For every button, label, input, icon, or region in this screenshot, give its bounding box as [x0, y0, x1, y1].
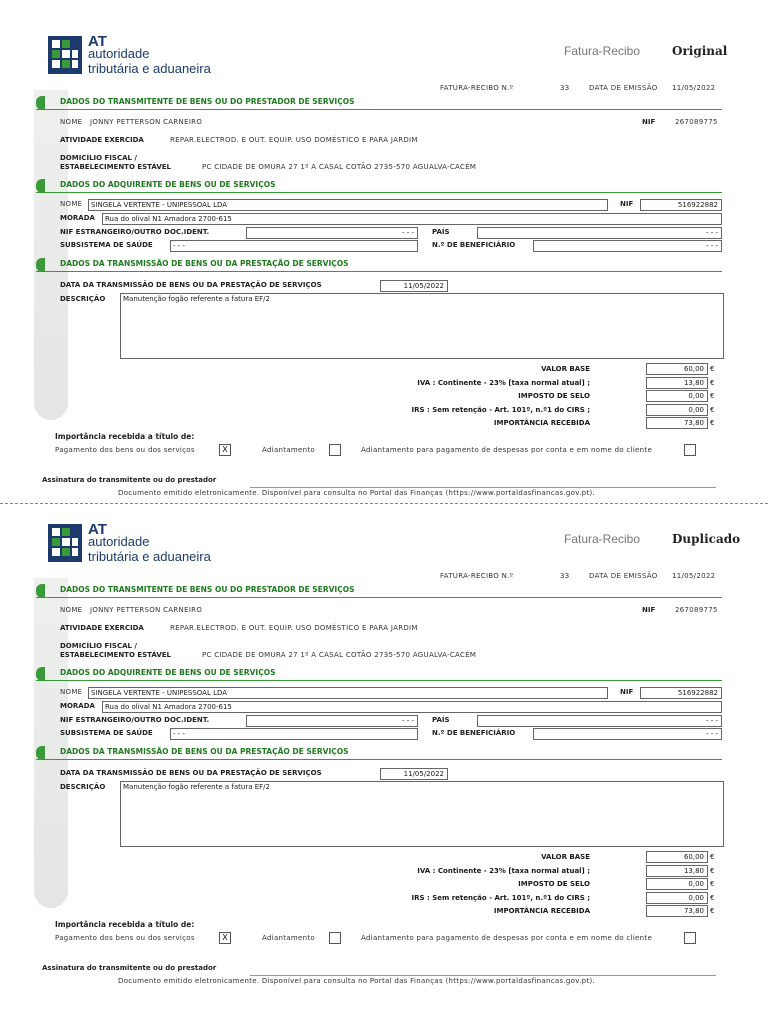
foreign-nif-field: - - - [246, 227, 418, 239]
seller-name: JONNY PETTERSON CARNEIRO [90, 118, 203, 126]
value-label: IMPOSTO DE SELO [518, 392, 590, 400]
received-option-advance-label: Adiantamento [262, 934, 316, 942]
domicile-label-1: DOMICÍLIO FISCAL / [60, 642, 137, 650]
transaction-section-header [36, 258, 722, 272]
currency-symbol: € [710, 379, 715, 387]
value-amount: 13,80 [683, 379, 704, 387]
received-option-advance-checkbox[interactable] [329, 932, 341, 944]
beneficiary-field: - - - [533, 728, 722, 740]
buyer-nif-label: NIF [620, 688, 634, 696]
value-amount: 0,00 [688, 894, 704, 902]
received-option-expenses-label: Adiantamento para pagamento de despesas por conta e em nome do cliente [361, 446, 653, 454]
value-amount: 13,80 [683, 867, 704, 875]
received-option-goods-label: Pagamento dos bens ou dos serviços [55, 446, 195, 454]
footer-note-1: Documento emitido eletronicamente. Disponível para consulta no Portal das Finanças (https://www.portaldasfinancas.gov.pt). [118, 489, 596, 497]
received-option-advance-checkbox[interactable] [329, 444, 341, 456]
received-option-goods-checkbox[interactable]: X [219, 444, 231, 456]
address-label: MORADA [60, 214, 95, 222]
foreign-nif-label: NIF ESTRANGEIRO/OUTRO DOC.IDENT. [60, 716, 210, 724]
country-label: PAÍS [432, 228, 450, 236]
address-field: Rua do olival N1 Amadora 2700-615 [102, 701, 722, 713]
logo-line-1: autoridade [88, 46, 150, 61]
description-field: Manutenção fogão referente a fatura EF/2 [120, 781, 724, 847]
health-label: SUBSISTEMA DE SAÚDE [60, 241, 153, 249]
seller-nif: 267089775 [675, 606, 718, 614]
currency-symbol: € [710, 365, 715, 373]
received-option-goods-label: Pagamento dos bens ou dos serviços [55, 934, 195, 942]
signature-label: Assinatura do transmitente ou do prestador [42, 964, 217, 972]
logo-at: AT [88, 33, 107, 50]
description-field: Manutenção fogão referente a fatura EF/2 [120, 293, 724, 359]
logo-line-2: tributária e aduaneira [88, 61, 211, 76]
value-amount: 73,80 [683, 419, 704, 427]
received-option-goods-checkbox[interactable]: X [219, 932, 231, 944]
country-field: - - - [477, 227, 722, 239]
transaction-date-label: DATA DA TRANSMISSÃO DE BENS OU DA PRESTAÇÃO DE SERVIÇOS [60, 281, 322, 289]
buyer-section-title: DADOS DO ADQUIRENTE DE BENS OU DE SERVIÇOS [60, 180, 276, 189]
value-amount: 0,00 [688, 880, 704, 888]
buyer-section-header [36, 667, 722, 681]
seller-name-label: NOME [60, 606, 83, 614]
currency-symbol: € [710, 907, 715, 915]
domicile-label-2: ESTABELECIMENTO ESTÁVEL [60, 163, 171, 171]
value-amount: 60,00 [683, 853, 704, 861]
copy-label: Duplicado [672, 532, 741, 546]
logo-line-2: tributária e aduaneira [88, 549, 211, 564]
value-label: VALOR BASE [541, 365, 590, 373]
buyer-name-field: SINGELA VERTENTE - UNIPESSOAL LDA [88, 687, 608, 699]
buyer-name-label: NOME [60, 688, 83, 696]
description-label: DESCRIÇÃO [60, 295, 106, 303]
transaction-section-header [36, 746, 722, 760]
issue-date: 11/05/2022 [672, 84, 716, 92]
invoice-number: 33 [560, 572, 570, 580]
currency-symbol: € [710, 894, 715, 902]
currency-symbol: € [710, 392, 715, 400]
seller-section-title: DADOS DO TRANSMITENTE DE BENS OU DO PRESTADOR DE SERVIÇOS [60, 585, 355, 594]
received-title: Importância recebida a título de: [55, 920, 195, 929]
value-field [646, 878, 708, 890]
value-field [646, 377, 708, 389]
health-field: - - - [170, 728, 418, 740]
seller-section-header [36, 584, 722, 598]
value-field [646, 363, 708, 375]
foreign-nif-label: NIF ESTRANGEIRO/OUTRO DOC.IDENT. [60, 228, 210, 236]
seller-section-header [36, 96, 722, 110]
value-amount: 0,00 [688, 406, 704, 414]
domicile: PC CIDADE DE OMURA 27 1º A CASAL COTÃO 2735-570 AGUALVA-CACÉM [202, 163, 477, 171]
issue-date-label: DATA DE EMISSÃO [589, 84, 658, 92]
issue-date: 11/05/2022 [672, 572, 716, 580]
at-logo-icon [48, 524, 82, 562]
seller-section-title: DADOS DO TRANSMITENTE DE BENS OU DO PRESTADOR DE SERVIÇOS [60, 97, 355, 106]
beneficiary-label: N.º DE BENEFICIÁRIO [432, 241, 516, 249]
copy-original [0, 0, 768, 488]
value-label: IMPORTÂNCIA RECEBIDA [493, 907, 590, 915]
invoice-number: 33 [560, 84, 570, 92]
received-option-expenses-label: Adiantamento para pagamento de despesas por conta e em nome do cliente [361, 934, 653, 942]
value-field [646, 851, 708, 863]
value-amount: 73,80 [683, 907, 704, 915]
domicile: PC CIDADE DE OMURA 27 1º A CASAL COTÃO 2735-570 AGUALVA-CACÉM [202, 651, 477, 659]
country-field: - - - [477, 715, 722, 727]
value-field [646, 390, 708, 402]
transaction-date-field: 11/05/2022 [380, 280, 448, 292]
buyer-nif-field: 516922882 [640, 199, 722, 211]
currency-symbol: € [710, 880, 715, 888]
description-label: DESCRIÇÃO [60, 783, 106, 791]
buyer-name-label: NOME [60, 200, 83, 208]
logo-at: AT [88, 521, 107, 538]
signature-line [250, 975, 716, 976]
value-label: IMPOSTO DE SELO [518, 880, 590, 888]
received-option-expenses-checkbox[interactable] [684, 444, 696, 456]
transaction-section-title: DADOS DA TRANSMISSÃO DE BENS OU DA PRESTAÇÃO DE SERVIÇOS [60, 259, 349, 268]
domicile-label-1: DOMICÍLIO FISCAL / [60, 154, 137, 162]
seller-name: JONNY PETTERSON CARNEIRO [90, 606, 203, 614]
value-label: IRS : Sem retenção - Art. 101º, n.º1 do CIRS ; [411, 894, 590, 902]
document-type: Fatura-Recibo [564, 44, 641, 58]
currency-symbol: € [710, 867, 715, 875]
transaction-section-title: DADOS DA TRANSMISSÃO DE BENS OU DA PRESTAÇÃO DE SERVIÇOS [60, 747, 349, 756]
buyer-section-title: DADOS DO ADQUIRENTE DE BENS OU DE SERVIÇOS [60, 668, 276, 677]
copy-label: Original [672, 44, 728, 58]
address-label: MORADA [60, 702, 95, 710]
document-type: Fatura-Recibo [564, 532, 641, 546]
value-amount: 0,00 [688, 392, 704, 400]
foreign-nif-field: - - - [246, 715, 418, 727]
footer-note-2: Documento emitido eletronicamente. Disponível para consulta no Portal das Finanças (https://www.portaldasfinancas.gov.pt). [118, 977, 596, 985]
value-label: IVA : Continente - 23% [taxa normal atual] ; [417, 379, 590, 387]
beneficiary-field: - - - [533, 240, 722, 252]
received-title: Importância recebida a título de: [55, 432, 195, 441]
invoice-number-label: FATURA-RECIBO N.º [440, 572, 514, 580]
domicile-label-2: ESTABELECIMENTO ESTÁVEL [60, 651, 171, 659]
seller-name-label: NOME [60, 118, 83, 126]
seller-nif: 267089775 [675, 118, 718, 126]
received-option-expenses-checkbox[interactable] [684, 932, 696, 944]
value-label: IMPORTÂNCIA RECEBIDA [493, 419, 590, 427]
value-field [646, 404, 708, 416]
buyer-section-header [36, 179, 722, 193]
address-field: Rua do olival N1 Amadora 2700-615 [102, 213, 722, 225]
country-label: PAÍS [432, 716, 450, 724]
issue-date-label: DATA DE EMISSÃO [589, 572, 658, 580]
currency-symbol: € [710, 853, 715, 861]
signature-label: Assinatura do transmitente ou do prestador [42, 476, 217, 484]
value-field [646, 417, 708, 429]
at-logo-icon [48, 36, 82, 74]
value-label: IRS : Sem retenção - Art. 101º, n.º1 do CIRS ; [411, 406, 590, 414]
activity: REPAR.ELECTROD. E OUT. EQUIP. USO DOMÉSTICO E PARA JARDIM [170, 136, 418, 144]
copy-duplicate [0, 488, 768, 976]
currency-symbol: € [710, 406, 715, 414]
activity-label: ATIVIDADE EXERCIDA [60, 136, 144, 144]
invoice-number-label: FATURA-RECIBO N.º [440, 84, 514, 92]
activity-label: ATIVIDADE EXERCIDA [60, 624, 144, 632]
buyer-nif-label: NIF [620, 200, 634, 208]
value-field [646, 905, 708, 917]
cut-line [0, 503, 768, 504]
transaction-date-label: DATA DA TRANSMISSÃO DE BENS OU DA PRESTAÇÃO DE SERVIÇOS [60, 769, 322, 777]
buyer-nif-field: 516922882 [640, 687, 722, 699]
health-field: - - - [170, 240, 418, 252]
transaction-date-field: 11/05/2022 [380, 768, 448, 780]
seller-nif-label: NIF [642, 118, 656, 126]
seller-nif-label: NIF [642, 606, 656, 614]
buyer-name-field: SINGELA VERTENTE - UNIPESSOAL LDA [88, 199, 608, 211]
value-field [646, 892, 708, 904]
received-option-advance-label: Adiantamento [262, 446, 316, 454]
value-label: VALOR BASE [541, 853, 590, 861]
currency-symbol: € [710, 419, 715, 427]
activity: REPAR.ELECTROD. E OUT. EQUIP. USO DOMÉSTICO E PARA JARDIM [170, 624, 418, 632]
value-amount: 60,00 [683, 365, 704, 373]
health-label: SUBSISTEMA DE SAÚDE [60, 729, 153, 737]
beneficiary-label: N.º DE BENEFICIÁRIO [432, 729, 516, 737]
value-label: IVA : Continente - 23% [taxa normal atual] ; [417, 867, 590, 875]
logo-line-1: autoridade [88, 534, 150, 549]
value-field [646, 865, 708, 877]
